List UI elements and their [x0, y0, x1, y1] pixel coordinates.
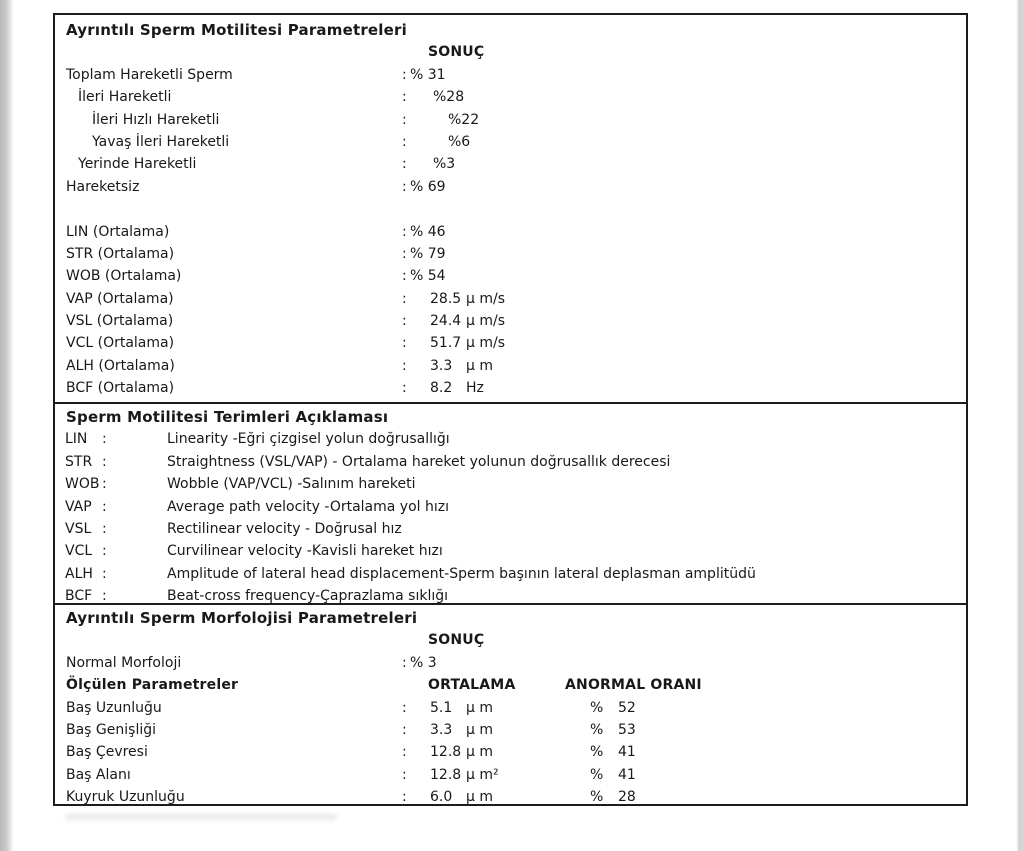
report-table-frame [53, 13, 968, 806]
term-description: Average path velocity -Ortalama yol hızı [167, 498, 449, 515]
term-abbrev: VCL [65, 543, 93, 560]
row-unit: µ m/s [466, 290, 506, 307]
colon-separator: : [402, 66, 407, 83]
term-row [55, 451, 966, 473]
term-row [55, 473, 966, 495]
table-row [55, 697, 966, 719]
colon-separator: : [102, 498, 107, 515]
row-unit: µ m [466, 744, 493, 761]
term-abbrev: VSL [65, 520, 92, 537]
result-column-header: SONUÇ [428, 632, 485, 649]
term-abbrev: LIN [65, 431, 88, 448]
row-value: % 31 [410, 66, 446, 83]
scan-left-edge-shadow [0, 0, 14, 851]
table-row [55, 153, 966, 175]
term-abbrev: WOB [65, 476, 100, 493]
table-row [55, 176, 966, 198]
row-unit: µ m² [466, 766, 499, 783]
term-description: Linearity -Eğri çizgisel yolun doğrusallığı [167, 431, 450, 448]
colon-separator: : [402, 178, 407, 195]
row-label: Baş Uzunluğu [66, 699, 162, 716]
scan-right-edge-shadow [1016, 0, 1024, 851]
colon-separator: : [402, 313, 407, 330]
colon-separator: : [402, 290, 407, 307]
row-unit: µ m/s [466, 313, 506, 330]
colon-separator: : [402, 654, 407, 671]
row-label: VCL (Ortalama) [66, 335, 175, 352]
section-terms-explanation [55, 402, 966, 603]
percent-symbol: % [590, 721, 604, 738]
row-label: LIN (Ortalama) [66, 223, 170, 240]
colon-separator: : [402, 133, 407, 150]
term-abbrev: ALH [65, 565, 93, 582]
colon-separator: : [102, 453, 107, 470]
colon-separator: : [402, 357, 407, 374]
row-unit: µ m [466, 721, 493, 738]
motility-section-title: Ayrıntılı Sperm Motilitesi Parametreleri [66, 21, 407, 39]
table-row [55, 764, 966, 786]
abnormal-ratio-value: 52 [618, 699, 636, 716]
abnormal-ratio-column-header: ANORMAL ORANI [565, 677, 702, 694]
row-label: Hareketsiz [66, 178, 140, 195]
row-label: İleri Hızlı Hareketli [92, 111, 220, 128]
colon-separator: : [402, 156, 407, 173]
table-row [55, 332, 966, 354]
term-row [55, 540, 966, 562]
row-value: %28 [433, 89, 465, 106]
term-abbrev: STR [65, 453, 93, 470]
blank-row [55, 198, 966, 220]
row-value: % 54 [410, 268, 446, 285]
section-title-row [55, 607, 966, 629]
colon-separator: : [402, 335, 407, 352]
result-column-header: SONUÇ [428, 44, 485, 61]
row-value: % 79 [410, 245, 446, 262]
colon-separator: : [102, 431, 107, 448]
table-row [55, 86, 966, 108]
row-value: %6 [448, 133, 471, 150]
colon-separator: : [402, 111, 407, 128]
row-unit: µ m [466, 789, 493, 806]
percent-symbol: % [590, 699, 604, 716]
row-label: Kuyruk Uzunluğu [66, 789, 185, 806]
section-morphology-parameters [55, 603, 966, 804]
row-unit: Hz [466, 380, 484, 397]
term-row [55, 563, 966, 585]
colon-separator: : [102, 543, 107, 560]
percent-symbol: % [590, 766, 604, 783]
abnormal-ratio-value: 28 [618, 789, 636, 806]
table-row [55, 310, 966, 332]
colon-separator: : [402, 789, 407, 806]
row-label: İleri Hareketli [78, 89, 172, 106]
section-title-row [55, 406, 966, 428]
colon-separator: : [402, 699, 407, 716]
row-unit: µ m/s [466, 335, 506, 352]
colon-separator: : [102, 565, 107, 582]
average-column-header: ORTALAMA [428, 677, 516, 694]
term-row [55, 518, 966, 540]
row-label: VAP (Ortalama) [66, 290, 174, 307]
terms-section-title: Sperm Motilitesi Terimleri Açıklaması [66, 408, 389, 426]
row-value: 8.2 [430, 380, 453, 397]
row-value: 24.4 [430, 313, 462, 330]
row-value: 5.1 [430, 699, 453, 716]
term-abbrev: VAP [65, 498, 92, 515]
colon-separator: : [402, 89, 407, 106]
table-row [55, 652, 966, 674]
abnormal-ratio-value: 41 [618, 766, 636, 783]
percent-symbol: % [590, 744, 604, 761]
colon-separator: : [402, 380, 407, 397]
table-row [55, 355, 966, 377]
column-headers-row [55, 674, 966, 696]
colon-separator: : [102, 520, 107, 537]
scan-artifact-streak [65, 814, 337, 820]
colon-separator: : [402, 766, 407, 783]
term-row [55, 428, 966, 450]
row-label: Toplam Hareketli Sperm [66, 66, 233, 83]
row-label: VSL (Ortalama) [66, 313, 174, 330]
table-row [55, 64, 966, 86]
row-value: %3 [433, 156, 456, 173]
row-label: BCF (Ortalama) [66, 380, 175, 397]
table-row [55, 288, 966, 310]
colon-separator: : [402, 268, 407, 285]
term-description: Amplitude of lateral head displacement-Sperm başının lateral deplasman amplitüdü [167, 565, 756, 582]
row-label: Baş Alanı [66, 766, 131, 783]
row-label: STR (Ortalama) [66, 245, 175, 262]
percent-symbol: % [590, 789, 604, 806]
measured-parameters-header: Ölçülen Parametreler [66, 677, 239, 694]
table-row [55, 243, 966, 265]
row-value: 12.8 [430, 744, 462, 761]
colon-separator: : [402, 245, 407, 262]
row-value: % 46 [410, 223, 446, 240]
row-value: 28.5 [430, 290, 462, 307]
row-value: 6.0 [430, 789, 453, 806]
term-description: Curvilinear velocity -Kavisli hareket hızı [167, 543, 443, 560]
term-description: Rectilinear velocity - Doğrusal hız [167, 520, 402, 537]
table-row [55, 377, 966, 399]
abnormal-ratio-value: 53 [618, 721, 636, 738]
colon-separator: : [102, 476, 107, 493]
colon-separator: : [402, 721, 407, 738]
row-value: 12.8 [430, 766, 462, 783]
result-header-row [55, 41, 966, 63]
table-row [55, 109, 966, 131]
section-motility-parameters [55, 15, 966, 402]
section-title-row [55, 19, 966, 41]
row-value: % 69 [410, 178, 446, 195]
table-row [55, 131, 966, 153]
table-row [55, 221, 966, 243]
term-abbrev: BCF [65, 588, 93, 605]
abnormal-ratio-value: 41 [618, 744, 636, 761]
row-value: 3.3 [430, 357, 453, 374]
colon-separator: : [402, 223, 407, 240]
row-label: Yerinde Hareketli [78, 156, 197, 173]
table-row [55, 741, 966, 763]
row-label: Normal Morfoloji [66, 654, 182, 671]
colon-separator: : [102, 588, 107, 605]
row-unit: µ m [466, 357, 493, 374]
table-row [55, 265, 966, 287]
row-label: Baş Genişliği [66, 721, 157, 738]
morphology-section-title: Ayrıntılı Sperm Morfolojisi Parametreleri [66, 609, 418, 627]
row-label: WOB (Ortalama) [66, 268, 182, 285]
row-value: 3.3 [430, 721, 453, 738]
row-value: %22 [448, 111, 480, 128]
row-label: Yavaş İleri Hareketli [92, 133, 230, 150]
term-description: Wobble (VAP/VCL) -Salınım hareketi [167, 476, 416, 493]
colon-separator: : [402, 744, 407, 761]
row-label: ALH (Ortalama) [66, 357, 175, 374]
row-unit: µ m [466, 699, 493, 716]
row-value: 51.7 [430, 335, 462, 352]
term-row [55, 496, 966, 518]
term-description: Beat-cross frequency-Çaprazlama sıklığı [167, 588, 449, 605]
table-row [55, 719, 966, 741]
row-label: Baş Çevresi [66, 744, 148, 761]
result-header-row [55, 629, 966, 651]
row-value: % 3 [410, 654, 437, 671]
table-row [55, 786, 966, 808]
term-description: Straightness (VSL/VAP) - Ortalama hareket yolunun doğrusallık derecesi [167, 453, 671, 470]
